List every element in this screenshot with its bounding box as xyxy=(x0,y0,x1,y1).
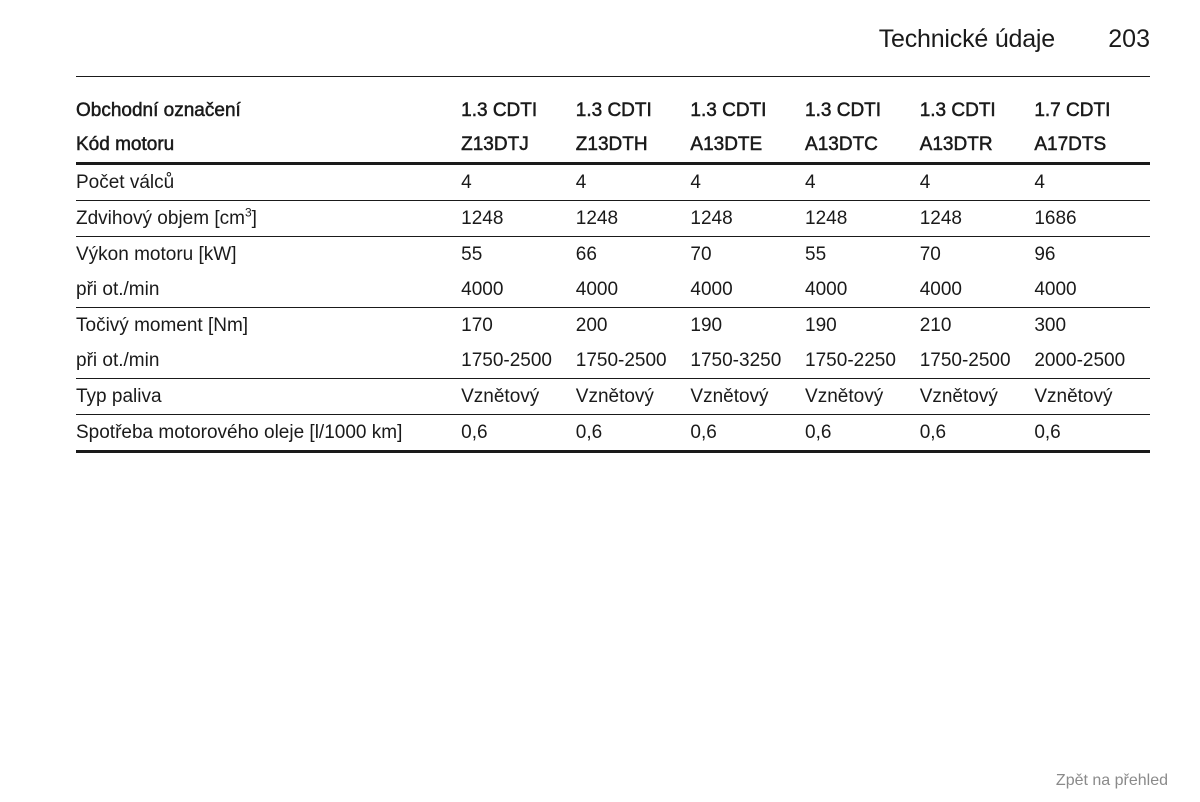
table-cell: 4000 xyxy=(1034,272,1150,308)
table-cell: 55 xyxy=(461,243,483,265)
table-cell: 4 xyxy=(576,164,691,201)
table-cell: 70 xyxy=(690,243,712,265)
table-row xyxy=(76,237,1150,273)
table-cell: 4 xyxy=(461,164,576,201)
table-cell: 1750-2500 xyxy=(576,343,691,379)
table-cell: 4000 xyxy=(920,272,1035,308)
table-cell: Vznětový xyxy=(461,379,576,415)
page-title: Technické údaje xyxy=(878,25,1055,53)
table-row xyxy=(76,201,1150,237)
table-cell: 66 xyxy=(575,243,597,265)
header-cell: 1.3 CDTI xyxy=(805,100,882,121)
table-header-row xyxy=(76,128,1150,164)
table-cell: Vznětový xyxy=(805,379,920,415)
header-label: Kód motoru xyxy=(76,128,461,164)
table-cell: 0,6 xyxy=(461,415,576,452)
header-cell: A17DTS xyxy=(1034,128,1150,164)
header-cell: Z13DTH xyxy=(576,128,691,164)
table-cell: 0,6 xyxy=(805,415,920,452)
table-cell: Vznětový xyxy=(1034,379,1150,415)
header-cell: 1.3 CDTI xyxy=(461,100,538,121)
table-cell: 0,6 xyxy=(920,415,1035,452)
table-row xyxy=(76,379,1150,415)
table-cell: 4 xyxy=(690,164,805,201)
table-cell: 4000 xyxy=(576,272,691,308)
row-label-text: Zdvihový objem [cm xyxy=(76,207,245,229)
row-label: při ot./min xyxy=(76,272,461,308)
table-cell: 4 xyxy=(1034,164,1150,201)
row-label: Počet válců xyxy=(76,164,461,201)
table-cell: 190 xyxy=(690,314,723,336)
table-cell: 1750-2500 xyxy=(461,343,576,379)
table-cell: 0,6 xyxy=(576,415,691,452)
table-cell: 1248 xyxy=(690,201,805,237)
table-header-row xyxy=(76,94,1150,128)
header-cell: 1.7 CDTI xyxy=(1034,100,1111,121)
header-cell: A13DTC xyxy=(805,128,920,164)
table-cell: 55 xyxy=(805,243,827,265)
row-label: Výkon motoru [kW] xyxy=(76,243,237,265)
table-cell: 1750-2250 xyxy=(805,343,920,379)
header-cell: 1.3 CDTI xyxy=(690,100,767,121)
table-cell: Vznětový xyxy=(690,379,805,415)
header-cell: A13DTR xyxy=(920,128,1035,164)
row-label: Typ paliva xyxy=(76,379,461,415)
table-cell: 4000 xyxy=(461,272,576,308)
table-cell: 1248 xyxy=(920,201,1035,237)
table-cell: 1750-3250 xyxy=(690,343,805,379)
table-cell: 1248 xyxy=(576,201,691,237)
row-label-superscript: 3 xyxy=(244,205,252,220)
row-label: Spotřeba motorového oleje [l/1000 km] xyxy=(76,415,461,452)
table-cell: 4 xyxy=(805,164,920,201)
table-cell: 0,6 xyxy=(1034,415,1150,452)
table-cell: 96 xyxy=(1034,243,1056,265)
table-cell: 210 xyxy=(919,314,952,336)
table-cell: 0,6 xyxy=(690,415,805,452)
table-cell: 2000-2500 xyxy=(1034,343,1150,379)
header-cell: 1.3 CDTI xyxy=(919,100,996,121)
table-cell: Vznětový xyxy=(920,379,1035,415)
header-cell: A13DTE xyxy=(690,128,805,164)
table-row xyxy=(76,164,1150,201)
header-label: Obchodní označení xyxy=(76,100,241,121)
table-cell: 1686 xyxy=(1034,201,1150,237)
table-cell: 1248 xyxy=(461,201,576,237)
table-cell: 70 xyxy=(919,243,941,265)
table-row xyxy=(76,415,1150,452)
header-cell: Z13DTJ xyxy=(461,128,576,164)
table-row xyxy=(76,308,1150,344)
table-cell: 1248 xyxy=(805,201,920,237)
back-to-overview-link[interactable]: Zpět na přehled xyxy=(1055,772,1168,789)
table-cell: 4 xyxy=(920,164,1035,201)
table-row xyxy=(76,272,1150,308)
table-cell: 1750-2500 xyxy=(920,343,1035,379)
page-number: 203 xyxy=(1108,25,1150,53)
table-row xyxy=(76,343,1150,379)
table-cell: 200 xyxy=(575,314,608,336)
header-cell: 1.3 CDTI xyxy=(575,100,652,121)
engine-spec-table xyxy=(76,94,1150,453)
table-cell: Vznětový xyxy=(576,379,691,415)
row-label-suffix: ] xyxy=(251,207,257,229)
row-label: Točivý moment [Nm] xyxy=(76,314,249,336)
table-cell: 4000 xyxy=(690,272,805,308)
table-cell: 300 xyxy=(1034,314,1067,336)
table-cell: 190 xyxy=(805,314,837,336)
row-label: při ot./min xyxy=(76,343,461,379)
table-cell: 4000 xyxy=(805,272,920,308)
page-header xyxy=(76,22,1150,77)
row-label xyxy=(76,201,461,237)
table-cell: 170 xyxy=(461,314,493,336)
